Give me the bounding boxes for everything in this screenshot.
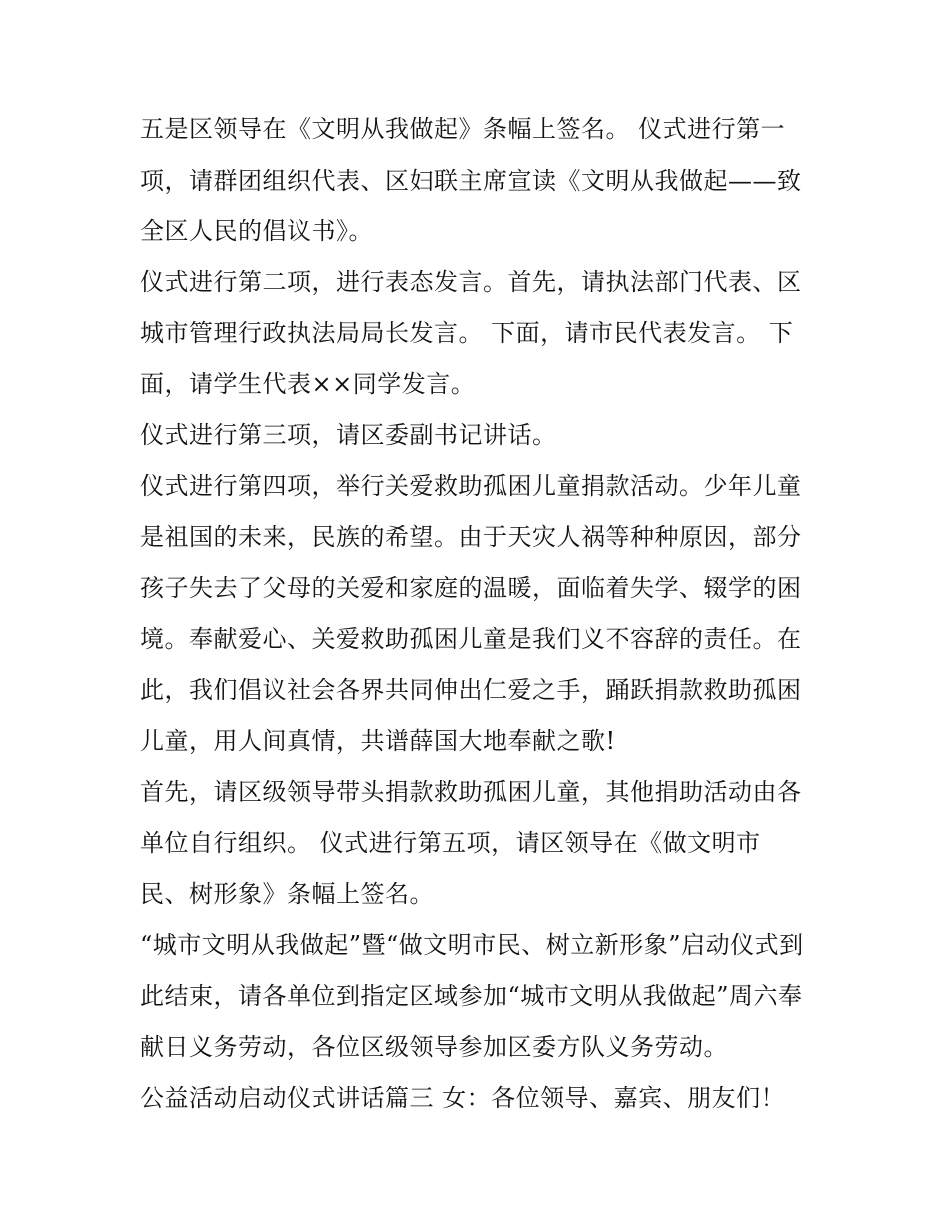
text-line: 全区人民的倡议书》。 [140, 217, 373, 245]
text-line: 此结束，请各单位到指定区域参加“城市文明从我做起”周六奉 [140, 982, 803, 1010]
text-line: “城市文明从我做起”暨“做文明市民、树立新形象”启动仪式到 [140, 931, 804, 959]
text-line: 公益活动启动仪式讲话篇三 女：各位领导、嘉宾、朋友们！ [140, 1084, 786, 1112]
text-line: 仪式进行第二项，进行表态发言。首先，请执法部门代表、区 [140, 268, 802, 296]
text-line: 民、树形象》条幅上签名。 [140, 880, 434, 908]
text-line: 此，我们倡议社会各界共同伸出仁爱之手，踊跃捐款救助孤困 [140, 676, 802, 704]
text-line: 项，请群团组织代表、区妇联主席宣读《文明从我做起——致 [140, 167, 802, 195]
text-line: 仪式进行第四项，举行关爱救助孤困儿童捐款活动。少年儿童 [140, 472, 802, 500]
text-line: 城市管理行政执法局局长发言。 下面，请市民代表发言。 下 [140, 319, 794, 347]
text-line: 儿童，用人间真情，共谱薛国大地奉献之歌! [140, 727, 616, 755]
text-line: 是祖国的未来，民族的希望。由于天灾人祸等种种原因，部分 [140, 523, 802, 551]
text-line: 仪式进行第三项，请区委副书记讲话。 [140, 421, 557, 449]
text-line: 单位自行组织。 仪式进行第五项，请区领导在《做文明市 [140, 829, 761, 857]
text-line: 五是区领导在《文明从我做起》条幅上签名。 仪式进行第一 [140, 115, 786, 143]
text-line: 献日义务劳动，各位区级领导参加区委方队义务劳动。 [140, 1033, 728, 1061]
text-line: 境。奉献爱心、关爱救助孤困儿童是我们义不容辞的责任。在 [140, 625, 802, 653]
text-line: 面，请学生代表××同学发言。 [140, 370, 476, 398]
text-line: 孩子失去了父母的关爱和家庭的温暖，面临着失学、辍学的困 [140, 574, 802, 602]
text-line: 首先，请区级领导带头捐款救助孤困儿童，其他捐助活动由各 [140, 778, 802, 806]
